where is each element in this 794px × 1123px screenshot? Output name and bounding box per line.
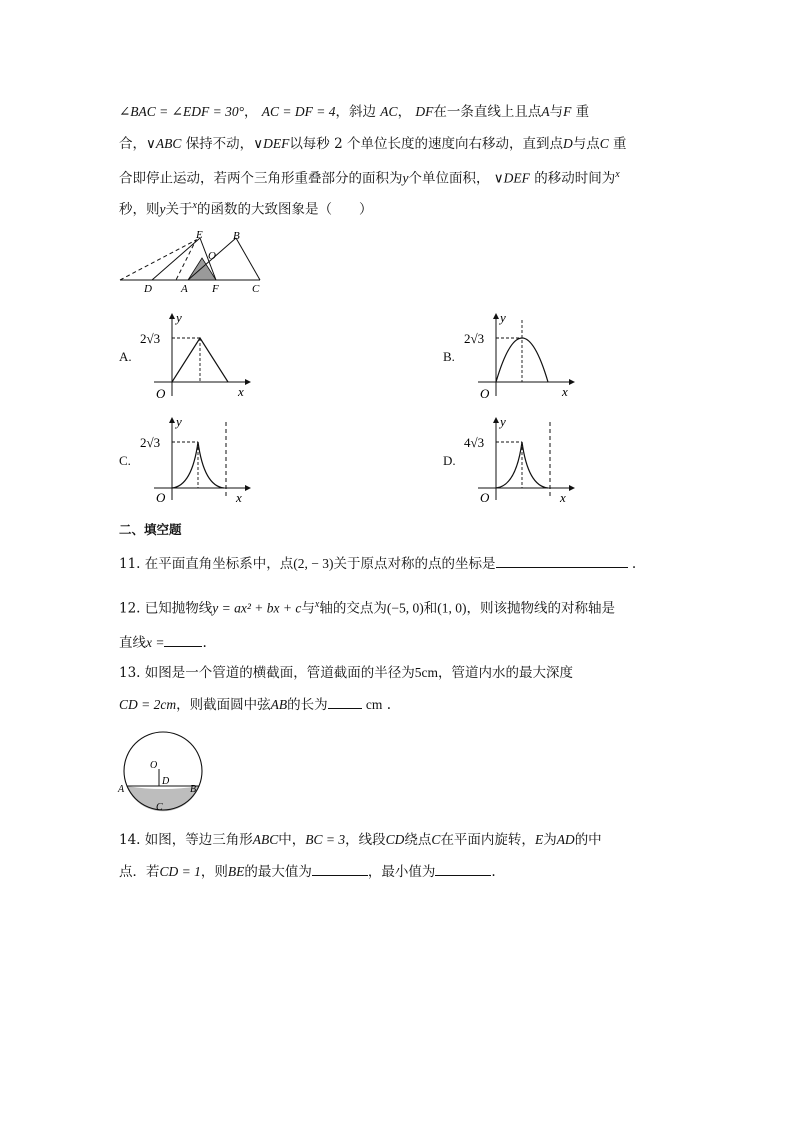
pipe-label-B: B — [190, 784, 197, 795]
question-13-line2: CD = 2cm，则截面圆中弦AB的长为 cm . — [119, 694, 391, 715]
option-d-label[interactable]: D. — [443, 453, 456, 468]
option-d-y-axis-label: y — [500, 414, 506, 429]
option-c-origin: O — [156, 490, 166, 505]
option-b-origin: O — [480, 386, 490, 401]
question-12-line1: 12. 已知抛物线y = ax² + bx + c与$^x$轴的交点为(−5, 0)和(1, 0)，则该抛物线的对称轴是 — [119, 599, 615, 617]
option-b-y-axis-label: y — [500, 310, 506, 325]
label-A: A — [181, 283, 188, 295]
option-a-origin: O — [156, 386, 166, 401]
pipe-label-O: O — [150, 760, 158, 771]
question-12-line2: 直线x = . — [119, 632, 207, 653]
option-d-graph — [464, 414, 584, 504]
pipe-cross-section-figure — [116, 728, 206, 818]
option-a-y-axis-label: y — [176, 310, 182, 325]
option-b-x-axis-label: x — [562, 384, 568, 399]
option-c-x-axis-label: x — [236, 490, 242, 505]
option-c-label[interactable]: C. — [119, 453, 131, 468]
problem10-line1: ∠BAC = ∠EDF = 30°， AC = DF = 4，斜边 AC， DF在一条直线上且点A与F 重 — [119, 104, 590, 120]
option-c-ymark: 2√3 — [140, 435, 161, 450]
pipe-label-A: A — [118, 784, 125, 795]
question-14-line2: 点．若CD = 1，则BE的最大值为 ，最小值为 . — [119, 861, 496, 882]
option-a-ymark: 2√3 — [140, 331, 161, 346]
option-a-graph — [140, 310, 260, 400]
problem10-line3: 合即停止运动，若两个三角形重叠部分的面积为y个单位面积， ∨DEF 的移动时间为$^x$ — [119, 169, 620, 187]
question-13-line1: 13. 如图是一个管道的横截面，管道截面的半径为5cm，管道内水的最大深度 — [119, 665, 574, 681]
q13-answer-blank[interactable] — [328, 694, 362, 709]
pipe-label-C: C — [156, 802, 163, 813]
pipe-label-D: D — [162, 776, 170, 787]
option-b-graph — [464, 310, 584, 400]
option-a-label[interactable]: A. — [119, 349, 132, 364]
q12-answer-blank[interactable] — [164, 632, 202, 647]
label-D: D — [144, 283, 152, 295]
label-B: B — [233, 230, 240, 242]
q14-max-answer-blank[interactable] — [312, 861, 368, 876]
option-b-ymark: 2√3 — [464, 331, 485, 346]
label-C: C — [252, 283, 260, 295]
label-E: E — [196, 229, 203, 241]
question-11: 11. 在平面直角坐标系中，点(2, − 3)关于原点对称的点的坐标是 . — [119, 553, 636, 574]
problem10-line2: 合，∨ABC 保持不动，∨DEF以每秒 2 个单位长度的速度向右移动，直到点D与点C 重 — [119, 136, 627, 152]
q11-answer-blank[interactable] — [496, 553, 628, 568]
option-d-origin: O — [480, 490, 490, 505]
triangles-figure — [116, 228, 296, 298]
label-O: O — [208, 250, 216, 262]
option-a-x-axis-label: x — [238, 384, 244, 399]
section-heading: 二、填空题 — [119, 522, 182, 537]
option-d-x-axis-label: x — [560, 490, 566, 505]
option-c-graph — [140, 414, 260, 504]
option-c-y-axis-label: y — [176, 414, 182, 429]
option-d-ymark: 4√3 — [464, 435, 485, 450]
option-b-label[interactable]: B. — [443, 349, 455, 364]
q14-min-answer-blank[interactable] — [435, 861, 491, 876]
problem10-line4: 秒，则y关于$^x$的函数的大致图象是（ ） — [119, 200, 373, 218]
label-F: F — [212, 283, 219, 295]
question-14-line1: 14. 如图，等边三角形ABC中，BC = 3，线段CD绕点C在平面内旋转，E为AD的中 — [119, 832, 602, 848]
